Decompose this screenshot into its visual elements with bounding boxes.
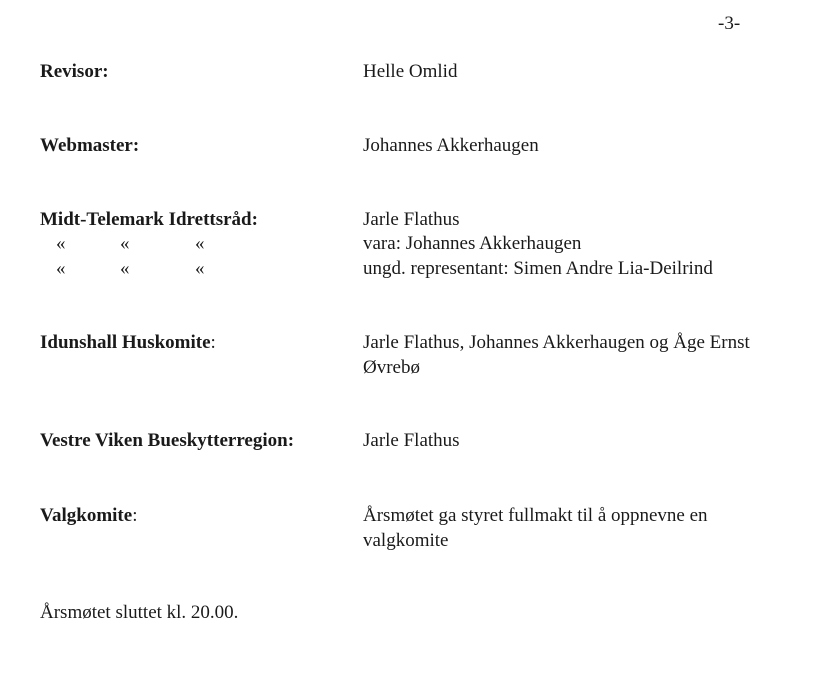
webmaster-value: Johannes Akkerhaugen xyxy=(363,135,539,156)
valgkomite-label-text: Valgkomite xyxy=(40,505,133,526)
ditto-mark: « xyxy=(56,233,66,254)
bueskytter-label-text: Vestre Viken Bueskytterregion: xyxy=(40,430,295,451)
webmaster-label-text: Webmaster: xyxy=(40,135,140,156)
huskomite-label-text: Idunshall Huskomite xyxy=(40,332,211,353)
idrettsrad-ungd: ungd. representant: Simen Andre Lia-Deilrind xyxy=(363,258,713,279)
webmaster-label xyxy=(40,133,139,158)
ditto-mark: « xyxy=(120,258,130,279)
huskomite-value xyxy=(363,330,818,380)
huskomite-value-line1: Jarle Flathus, Johannes Akkerhaugen og Åge Ernst xyxy=(363,332,750,353)
ditto-mark: « xyxy=(56,258,66,279)
bueskytter-label xyxy=(40,428,294,453)
valgkomite-label-colon: : xyxy=(132,505,138,526)
page-number: -3- xyxy=(718,13,741,34)
ditto-mark: « xyxy=(120,233,130,254)
closing-statement: Årsmøtet sluttet kl. 20.00. xyxy=(40,602,239,623)
bueskytter-value: Jarle Flathus xyxy=(363,430,460,451)
revisor-label-text: Revisor: xyxy=(40,61,109,82)
idrettsrad-vara: vara: Johannes Akkerhaugen xyxy=(363,233,582,254)
ditto-mark: « xyxy=(195,258,205,279)
valgkomite-value-line2: valgkomite xyxy=(363,530,449,551)
huskomite-label-colon: : xyxy=(210,332,216,353)
valgkomite-label xyxy=(40,503,137,528)
ditto-row-1 xyxy=(40,231,340,256)
huskomite-label xyxy=(40,330,216,355)
ditto-mark: « xyxy=(195,233,205,254)
revisor-label xyxy=(40,59,109,84)
idrettsrad-label-text: Midt-Telemark Idrettsråd: xyxy=(40,209,258,230)
ditto-row-2 xyxy=(40,256,340,281)
valgkomite-value xyxy=(363,503,818,553)
valgkomite-value-line1: Årsmøtet ga styret fullmakt til å oppnevne en xyxy=(363,505,708,526)
huskomite-value-line2: Øvrebø xyxy=(363,357,420,378)
idrettsrad-label xyxy=(40,207,258,232)
revisor-value: Helle Omlid xyxy=(363,61,458,82)
idrettsrad-value: Jarle Flathus xyxy=(363,209,460,230)
